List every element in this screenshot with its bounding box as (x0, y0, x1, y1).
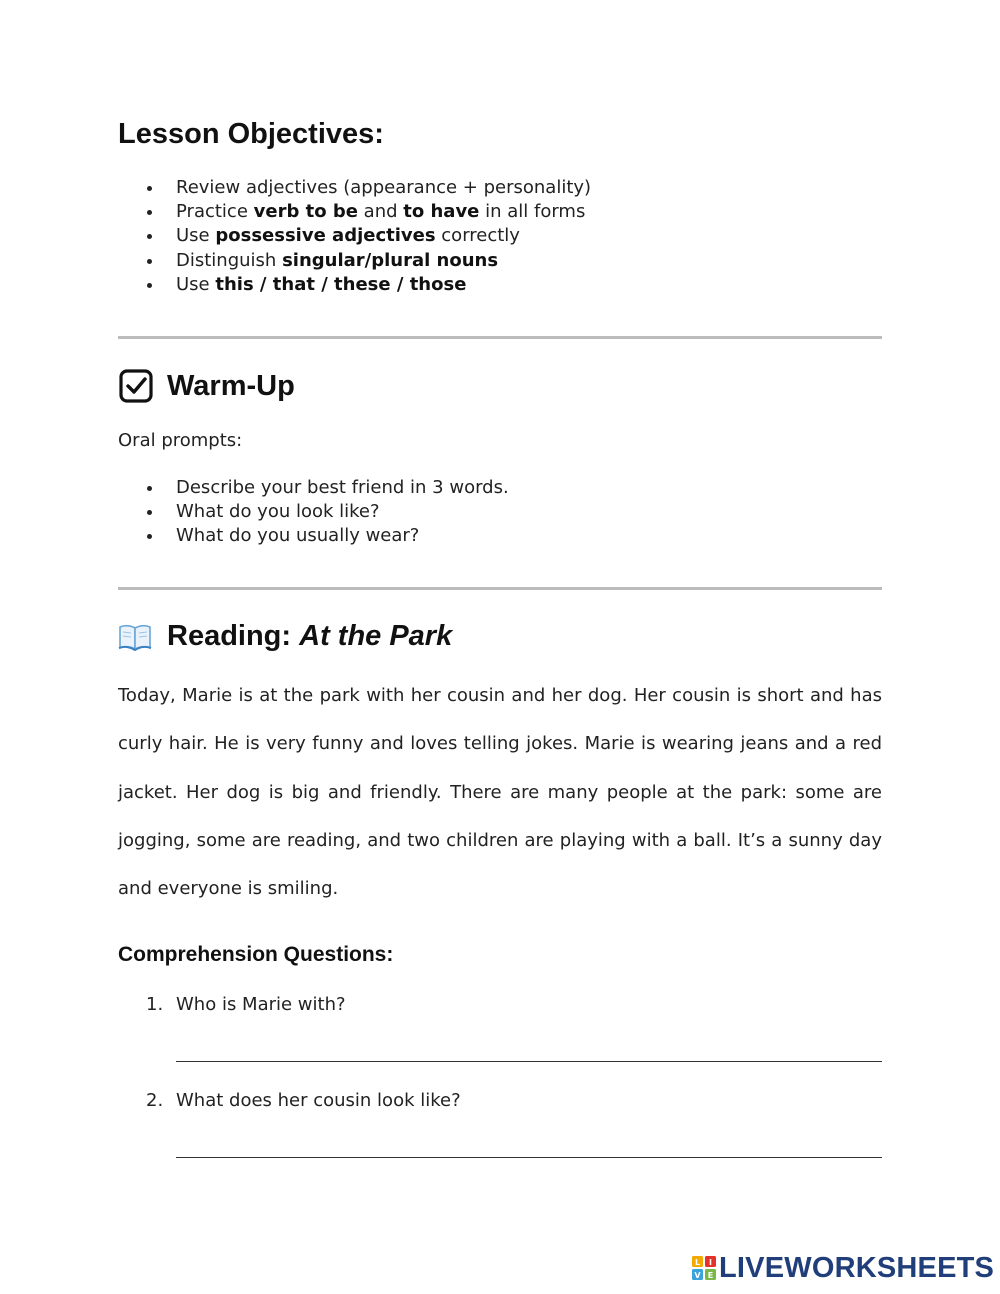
reading-heading (118, 620, 452, 653)
warmup-item: What do you look like? (118, 500, 509, 524)
bullet-icon (147, 283, 152, 288)
objective-item: Use possessive adjectives correctly (118, 224, 591, 248)
logo-text: LIVEWORKSHEETS (719, 1252, 995, 1284)
bullet-icon (147, 534, 152, 539)
bullet-icon (147, 186, 152, 191)
question-number: 1. (146, 994, 164, 1015)
bullet-icon (147, 234, 152, 239)
warmup-item: What do you usually wear? (118, 524, 509, 548)
warmup-item: Describe your best friend in 3 words. (118, 476, 509, 500)
warmup-intro: Oral prompts: (118, 430, 243, 451)
question-text: What does her cousin look like? (176, 1090, 461, 1111)
objective-item: Practice verb to be and to have in all forms (118, 200, 591, 224)
comprehension-heading: Comprehension Questions: (118, 943, 394, 966)
open-book-icon (118, 622, 152, 652)
objective-item: Review adjectives (appearance + personality) (118, 176, 591, 200)
liveworksheets-logo[interactable] (692, 1253, 994, 1283)
question-number: 2. (146, 1090, 164, 1111)
question-text: Who is Marie with? (176, 994, 346, 1015)
objectives-heading: Lesson Objectives: (118, 118, 384, 150)
warmup-title: Warm-Up (167, 369, 295, 402)
section-divider (118, 587, 882, 590)
bullet-icon (147, 510, 152, 515)
objective-item: Distinguish singular/plural nouns (118, 249, 591, 273)
reading-passage: Today, Marie is at the park with her cousin and her dog. Her cousin is short and has curly hair. He is very funny and loves telling jokes. Marie is wearing jeans and a red jacket. Her dog is big and friendly. There are many people at the park: some are jogging, some are reading, and two children are playing with a ball. It’s a sunny day and everyone is smiling. (118, 685, 882, 900)
bullet-icon (147, 210, 152, 215)
answer-line-2[interactable] (176, 1157, 882, 1158)
warmup-list (118, 476, 509, 549)
svg-text:E: E (707, 1271, 714, 1280)
bullet-icon (147, 259, 152, 264)
svg-text:I: I (709, 1258, 712, 1267)
bullet-icon (147, 486, 152, 491)
svg-text:L: L (694, 1258, 701, 1267)
warmup-heading (118, 368, 295, 404)
liveworksheets-logo-icon (692, 1256, 716, 1280)
checkbox-icon (118, 368, 154, 404)
section-divider (118, 336, 882, 339)
answer-line-1[interactable] (176, 1061, 882, 1062)
svg-text:V: V (694, 1271, 701, 1280)
objectives-list (118, 176, 591, 297)
reading-title: Reading: At the Park (167, 620, 453, 652)
story-title: At the Park (299, 620, 453, 652)
objective-item: Use this / that / these / those (118, 273, 591, 297)
